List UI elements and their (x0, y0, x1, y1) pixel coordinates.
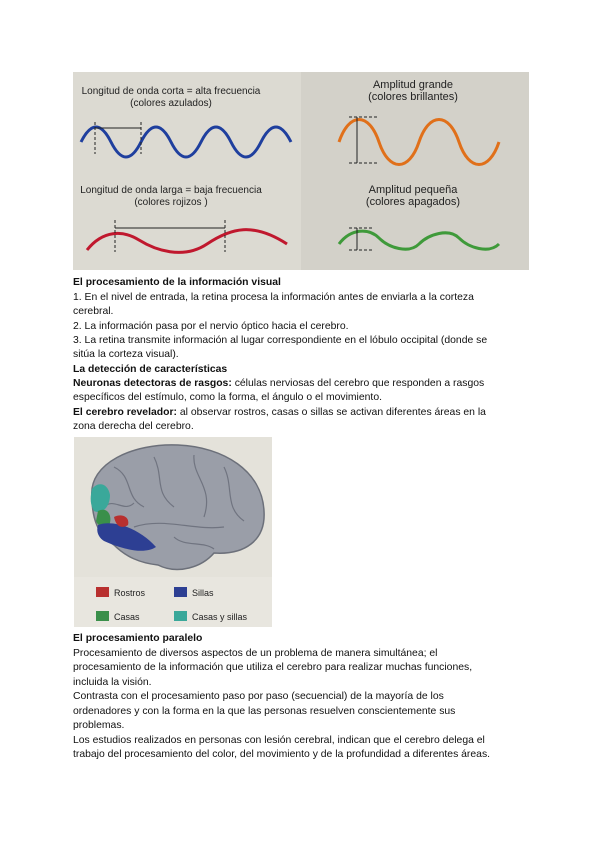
long-wave-sublabel: (colores rojizos ) (134, 197, 208, 208)
list-item-3-cont: sitúa la corteza visual). (73, 349, 179, 360)
paragraph-line: trabajo del procesamiento del color, del movimiento y de la profundidad a diferentes áreas. (73, 749, 491, 760)
heading-feature-detection: La detección de características (73, 364, 228, 375)
wave-figure (73, 72, 529, 270)
legend-label-sillas: Sillas (192, 588, 214, 598)
brain-illustration (92, 445, 264, 570)
term-neurons: Neuronas detectoras de rasgos: (73, 378, 232, 389)
brain-figure (74, 437, 272, 627)
list-item-1-cont: cerebral. (73, 306, 114, 317)
list-item-3: 3. La retina transmite información al lugar correspondiente en el lóbulo occipital (donde se (73, 335, 488, 346)
legend-swatch-casas-sillas (174, 611, 187, 621)
legend-label-casas-sillas: Casas y sillas (192, 612, 248, 622)
small-amplitude-label: Amplitud pequeña (368, 184, 458, 196)
paragraph-brain-cont: zona derecha del cerebro. (73, 421, 194, 432)
paragraph-line: Procesamiento de diversos aspectos de un problema de manera simultánea; el (73, 648, 438, 659)
list-item-2: 2. La información pasa por el nervio óptico hacia el cerebro. (73, 321, 349, 332)
paragraph-line: ordenadores y con la forma en la que las personas resuelven conscientemente sus (73, 706, 456, 717)
paragraph-line: problemas. (73, 720, 125, 731)
heading-visual-processing: El procesamiento de la información visual (73, 277, 281, 288)
paragraph-neurons-cont: específicos del estímulo, como la forma, el ángulo o el movimiento. (73, 392, 382, 403)
long-wave-label: Longitud de onda larga = baja frecuencia (80, 185, 262, 196)
paragraph-line: incluida la visión. (73, 677, 152, 688)
legend-label-rostros: Rostros (114, 588, 146, 598)
paragraph-line: procesamiento de la información que utiliza el cerebro para realizar muchas funciones, (73, 662, 473, 673)
legend-label-casas: Casas (114, 612, 140, 622)
heading-parallel-processing: El procesamiento paralelo (73, 633, 203, 644)
legend-swatch-sillas (174, 587, 187, 597)
large-amplitude-label: Amplitud grande (372, 79, 454, 91)
short-wave-label: Longitud de onda corta = alta frecuencia (81, 86, 261, 97)
paragraph-brain: El cerebro revelador: al observar rostros, casas o sillas se activan diferentes áreas en la (73, 407, 486, 418)
term-brain: El cerebro revelador: (73, 407, 177, 418)
paragraph-line: Contrasta con el procesamiento paso por paso (secuencial) de la mayoría de los (73, 691, 444, 702)
paragraph-neurons: Neuronas detectoras de rasgos: células nerviosas del cerebro que responden a rasgos (73, 378, 485, 389)
small-amplitude-sublabel: (colores apagados) (365, 196, 461, 208)
legend-swatch-rostros (96, 587, 109, 597)
list-item-1: 1. En el nivel de entrada, la retina procesa la información antes de enviarla a la corteza (73, 292, 474, 303)
legend-swatch-casas (96, 611, 109, 621)
short-wave-sublabel: (colores azulados) (130, 98, 212, 109)
paragraph-line: Los estudios realizados en personas con lesión cerebral, indican que el cerebro delega el (73, 735, 485, 746)
large-amplitude-sublabel: (colores brillantes) (368, 91, 458, 103)
